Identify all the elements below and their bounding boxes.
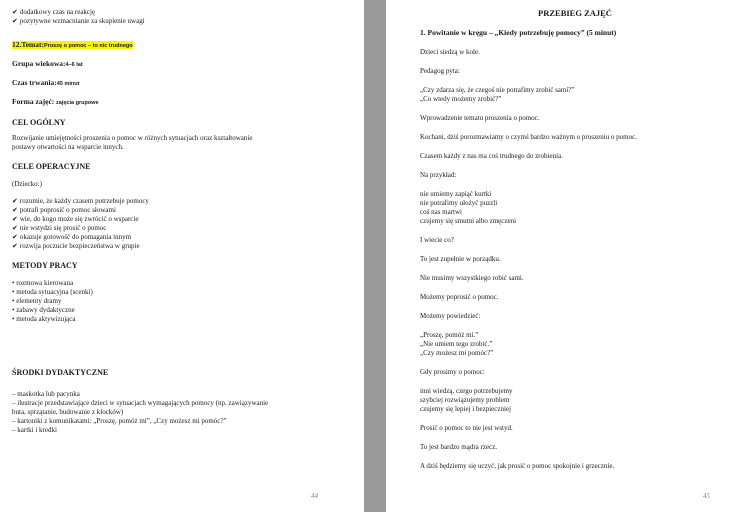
document-page-right <box>386 0 750 512</box>
list-item: • metoda aktywizująca <box>12 315 76 323</box>
lesson-topic: 12.Temat:Proszę o pomoc – to nic trudnego <box>12 40 133 49</box>
page-number: 44 <box>311 492 318 500</box>
document-page-left <box>0 0 364 512</box>
paragraph: Kochani, dziś porozmawiamy o czymś bardzo ważnym o proszeniu o pomoc. <box>420 133 637 141</box>
paragraph: To jest zupełnie w porządku. <box>420 255 501 263</box>
question-lines: „Czy zdarza się, że czegoś nie potrafimy zrobić sami?” „Co wtedy możemy zrobić?” <box>420 86 575 103</box>
list-item: – maskotka lub pacynka <box>12 390 80 398</box>
paragraph: Prosić o pomoc to nie jest wstyd. <box>420 424 513 432</box>
paragraph: A dziś będziemy się uczyć, jak prosić o pomoc spokojnie i grzecznie. <box>420 462 615 470</box>
list-item: buta, sprzątanie, budowanie z klocków) <box>12 408 124 416</box>
list-item: • rozmowa kierowana <box>12 279 74 287</box>
page-number: 45 <box>703 492 710 500</box>
metody-list <box>12 279 344 324</box>
section-heading: 1. Powitanie w kręgu – „Kiedy potrzebuję pomocy” (5 minut) <box>420 28 617 37</box>
checkmark-icon: ✔ <box>12 233 18 241</box>
age-group: Grupa wiekowa:4–6 lat <box>12 59 83 68</box>
paragraph: Możemy powiedzieć: <box>420 312 481 320</box>
checkmark-icon: ✔ <box>12 8 18 16</box>
say-lines: „Proszę, pomóż mi.” „Nie umiem tego zrobić.” „Czy możesz mi pomóc?” <box>420 331 494 357</box>
cel-ogolny-text: Rozwijanie umiejętności proszenia o pomoc w różnych sytuacjach oraz kształtowanie postawy otwartości na wsparcie innych. <box>12 134 253 151</box>
list-item: – kartoniki z komunikatami: „Proszę, pomóż mi”, „Czy możesz mi pomóc?” <box>12 417 227 425</box>
paragraph: Nie musimy wszystkiego robić sami. <box>420 274 524 282</box>
paragraph: I wiecie co? <box>420 236 454 244</box>
paragraph: Dzieci siedzą w kole. <box>420 48 480 56</box>
checkmark-icon: ✔ <box>12 242 18 250</box>
paragraph: Wprowadzenie tematu proszenia o pomoc. <box>420 114 540 122</box>
heading-cele-operacyjne: CELE OPERACYJNE <box>12 162 91 171</box>
paragraph: Czasem każdy z nas ma coś trudnego do zrobienia. <box>420 152 563 160</box>
cele-list <box>12 197 344 251</box>
list-item: ✔ potrafi poprosić o pomoc słowami <box>12 206 116 214</box>
paragraph: Gdy prosimy o pomoc: <box>420 368 485 376</box>
heading-metody: METODY PRACY <box>12 261 78 270</box>
list-item: ✔ rozumie, że każdy czasem potrzebuje pomocy <box>12 197 149 205</box>
checkmark-icon: ✔ <box>12 17 18 25</box>
page-title: PRZEBIEG ZAJĘĆ <box>538 8 612 18</box>
checkmark-icon: ✔ <box>12 224 18 232</box>
list-item: – kartki i kredki <box>12 426 57 434</box>
cele-intro: (Dziecko:) <box>12 180 42 188</box>
list-item: • zabawy dydaktyczne <box>12 306 75 314</box>
paragraph: To jest bardzo mądra rzecz. <box>420 443 498 451</box>
paragraph: Pedagog pyta: <box>420 67 460 75</box>
checkmark-icon: ✔ <box>12 215 18 223</box>
checkmark-icon: ✔ <box>12 197 18 205</box>
heading-srodki: ŚRODKI DYDAKTYCZNE <box>12 368 109 377</box>
list-item: ✔ wie, do kogo może się zwrócić o wsparcie <box>12 215 139 223</box>
duration: Czas trwania:45 minut <box>12 78 80 87</box>
example-lines: nie umiemy zapiąć kurtki nie potrafimy ułożyć puzzli coś nas martwi czujemy się smutni albo zmęczeni <box>420 190 517 225</box>
help-lines: inni wiedzą, czego potrzebujemy szybciej rozwiązujemy problem czujemy się lepiej i bezpieczniej <box>420 387 513 413</box>
list-item: • metoda sytuacyjna (scenki) <box>12 288 93 296</box>
check-item: ✔ dodatkowy czas na reakcję <box>12 8 96 16</box>
activity-form: Forma zajęć: zajęcia grupowe <box>12 97 99 106</box>
checkmark-icon: ✔ <box>12 206 18 214</box>
list-item: • elementy dramy <box>12 297 62 305</box>
list-item: ✔ nie wstydzi się prosić o pomoc <box>12 224 107 232</box>
list-item: ✔ okazuje gotowość do pomagania innym <box>12 233 132 241</box>
srodki-list <box>12 390 344 435</box>
check-item: ✔ pozytywne wzmacnianie za skupienie uwagi <box>12 17 145 25</box>
list-item: – ilustracje przedstawiające dzieci w sytuacjach wymagających pomocy (np. zawiązywanie <box>12 399 269 407</box>
list-item: ✔ rozwija poczucie bezpieczeństwa w grupie <box>12 242 140 250</box>
paragraph: Możemy poprosić o pomoc. <box>420 293 499 301</box>
paragraph: Na przykład: <box>420 171 457 179</box>
heading-cel-ogolny: CEL OGÓLNY <box>12 118 66 127</box>
